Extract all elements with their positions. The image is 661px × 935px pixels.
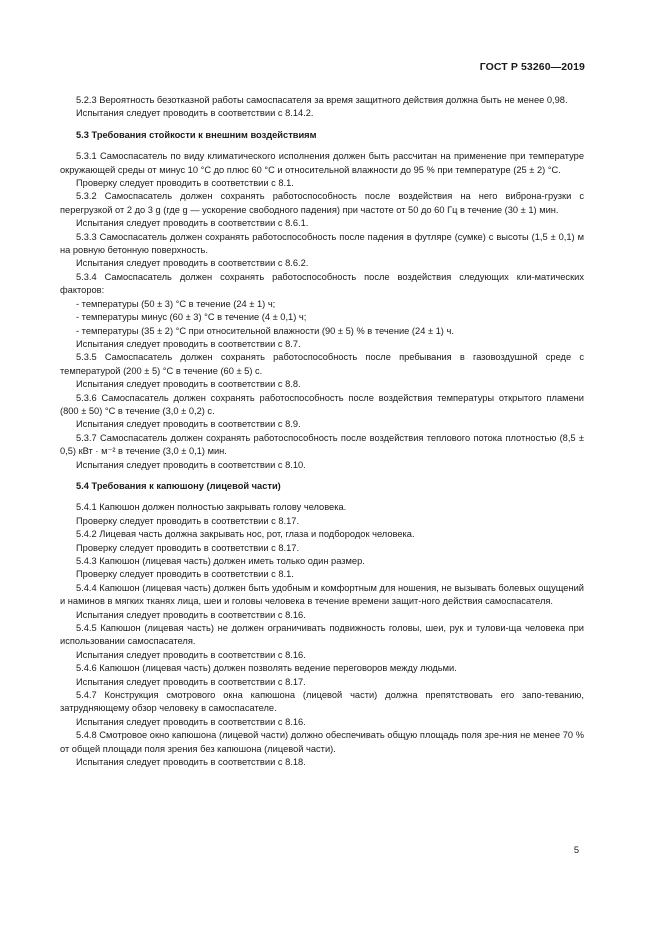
paragraph: Проверку следует проводить в соответствии с 8.17. <box>76 515 300 526</box>
paragraph: Проверку следует проводить в соответствии с 8.17. <box>76 542 300 553</box>
paragraph: 5.4.5 Капюшон (лицевая часть) не должен ограничивать подвижность головы, шеи, рук и тулови-ща человека при использовании самоспасателя. <box>60 623 584 647</box>
paragraph: Испытания следует проводить в соответствии с 8.6.1. <box>76 218 309 229</box>
paragraph: 5.3.2 Самоспасатель должен сохранять работоспособность после воздействия на него виброна-грузки с перегрузкой от 2 до 3 g (где g — ускорение свободного падения) при частоте от 50 до 60 Гц в течение (30 ± 1) мин. <box>60 191 584 215</box>
page-number: 5 <box>573 845 579 855</box>
paragraph: Испытания следует проводить в соответствии с 8.9. <box>76 419 301 430</box>
paragraph: - температуры (35 ± 2) °С при относительной влажности (90 ± 5) % в течение (24 ± 1) ч. <box>76 325 454 336</box>
paragraph: Испытания следует проводить в соответствии с 8.18. <box>76 757 306 768</box>
document-body <box>60 94 584 770</box>
document-header: ГОСТ Р 53260—2019 <box>479 61 585 73</box>
paragraph: - температуры минус (60 ± 3) °С в течение (4 ± 0,1) ч; <box>76 312 307 323</box>
paragraph: Испытания следует проводить в соответствии с 8.14.2. <box>76 108 314 119</box>
paragraph: Проверку следует проводить в соответствии с 8.1. <box>76 569 294 580</box>
paragraph: Испытания следует проводить в соответствии с 8.16. <box>76 716 306 727</box>
paragraph: 5.4.4 Капюшон (лицевая часть) должен быть удобным и комфортным для ношения, не вызывать болевых ощущений и наминов в мягких тканях лица, шеи и головы человека в течение времени защит-ного действия самоспасателя. <box>60 582 584 607</box>
paragraph: Испытания следует проводить в соответствии с 8.17. <box>76 676 306 687</box>
paragraph: 5.4.2 Лицевая часть должна закрывать нос, рот, глаза и подбородок человека. <box>76 529 415 540</box>
paragraph: Испытания следует проводить в соответствии с 8.7. <box>76 338 301 349</box>
paragraph: 5.3.6 Самоспасатель должен сохранять работоспособность после воздействия температуры открытого пламени (800 ± 50) °С в течение (3,0 ± 0,2) с. <box>60 392 584 416</box>
paragraph: 5.4.7 Конструкция смотрового окна капюшона (лицевой части) должна препятствовать его запо-теванию, затрудняющему обзор человеку в самоспасателе. <box>60 690 584 714</box>
paragraph: 5.3.1 Самоспасатель по виду климатического исполнения должен быть рассчитан на применение при температуре окружающей среды от минус 10 °С до плюс 60 °С и относительной влажности до 95 % при температуре (25 ± 2) °С. <box>60 151 584 175</box>
paragraph: 5.4.3 Капюшон (лицевая часть) должен иметь только один размер. <box>76 556 365 566</box>
paragraph: 5.2.3 Вероятность безотказной работы самоспасателя за время защитного действия должна быть не менее 0,98. <box>76 95 568 105</box>
paragraph: Испытания следует проводить в соответствии с 8.8. <box>76 379 301 390</box>
paragraph: Испытания следует проводить в соответствии с 8.16. <box>76 649 306 660</box>
paragraph: 5.3.5 Самоспасатель должен сохранять работоспособность после пребывания в газовоздушной среде с температурой (200 ± 5) °С в течение (60 ± 5) с. <box>60 352 584 376</box>
paragraph: 5.4.6 Капюшон (лицевая часть) должен позволять ведение переговоров между людьми. <box>76 663 457 674</box>
paragraph: 5.4.8 Смотровое окно капюшона (лицевой части) должно обеспечивать общую площадь поля зре-ния не менее 70 % от общей площади поля зрения без капюшона (лицевой части). <box>60 730 584 754</box>
paragraph: - температуры (50 ± 3) °С в течение (24 ± 1) ч; <box>76 298 276 309</box>
paragraph: Испытания следует проводить в соответствии с 8.6.2. <box>76 258 309 269</box>
paragraph: 5.4.1 Капюшон должен полностью закрывать голову человека. <box>76 502 347 513</box>
paragraph: Испытания следует проводить в соответствии с 8.16. <box>76 609 306 620</box>
paragraph: Проверку следует проводить в соответствии с 8.1. <box>76 178 294 189</box>
paragraph: 5.3.7 Самоспасатель должен сохранять работоспособность после воздействия теплового потока плотностью (8,5 ± 0,5) кВт · м⁻² в течение (3,0 ± 0,1) мин. <box>60 432 584 457</box>
paragraph: 5.3.4 Самоспасатель должен сохранять работоспособность после воздействия следующих кли-матических факторов: <box>60 271 584 296</box>
paragraph: 5.3.3 Самоспасатель должен сохранять работоспособность после падения в футляре (сумке) с высоты (1,5 ± 0,1) м на ровную бетонную поверхность. <box>60 231 584 256</box>
paragraph: Испытания следует проводить в соответствии с 8.10. <box>76 459 306 470</box>
section-heading: 5.3 Требования стойкости к внешним воздействиям <box>76 129 317 140</box>
section-heading: 5.4 Требования к капюшону (лицевой части) <box>76 480 281 491</box>
